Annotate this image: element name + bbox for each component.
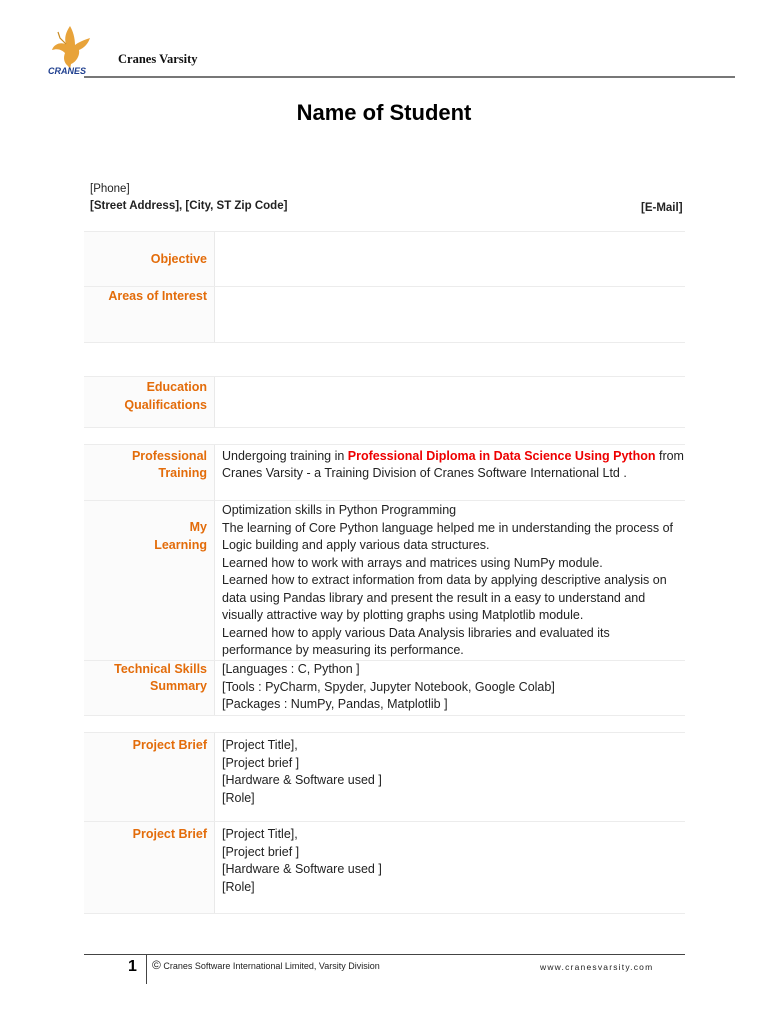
- education-label-line1: Education: [146, 380, 207, 394]
- logo-wordmark: CRANES: [48, 66, 87, 76]
- footer-divider: [84, 954, 685, 955]
- copyright-icon: ©: [152, 958, 161, 972]
- project-line: [Hardware & Software used ]: [222, 773, 382, 787]
- header-divider: [84, 76, 735, 78]
- cranes-logo: [46, 22, 94, 80]
- footer-vertical-divider: [146, 954, 147, 984]
- skills-line: [Tools : PyCharm, Spyder, Jupyter Notebook, Google Colab]: [222, 679, 555, 694]
- professional-training-label-line1: Professional: [131, 449, 207, 463]
- project-line: [Role]: [222, 790, 255, 805]
- skills-line: [Packages : NumPy, Pandas, Matplotlib ]: [222, 697, 448, 711]
- phone-field: [Phone]: [90, 183, 130, 195]
- email-field: [E-Mail]: [641, 202, 683, 214]
- areas-of-interest-label: Areas of Interest: [108, 289, 207, 303]
- training-program-name: Professional Diploma in Data Science Using Python: [347, 449, 656, 463]
- project-line: [Role]: [222, 879, 255, 894]
- website-link[interactable]: www.cranesvarsity.com: [540, 962, 654, 972]
- skills-line: [Languages : C, Python ]: [222, 662, 360, 676]
- row-divider: [84, 821, 685, 822]
- technical-skills-label-line1: Technical Skills: [114, 662, 207, 676]
- project-line: [Project brief ]: [222, 755, 300, 770]
- project-line: [Project Title],: [222, 827, 298, 841]
- learning-line: Learned how to work with arrays and matrices using NumPy module.: [222, 555, 603, 570]
- training-text-suffix: from: [655, 449, 684, 463]
- learning-line: data using Pandas library and present the result in a easy to understand and: [222, 590, 646, 605]
- education-label-line2: Qualifications: [124, 398, 207, 412]
- project-line: [Project brief ]: [222, 844, 300, 859]
- project-brief-label: Project Brief: [132, 738, 207, 752]
- training-text-prefix: Undergoing training in: [222, 449, 348, 463]
- brand-name: Cranes Varsity: [118, 52, 198, 66]
- project-brief-label: Project Brief: [132, 827, 207, 841]
- professional-training-text: [222, 448, 682, 466]
- label-column: [84, 733, 215, 913]
- project-line: [Hardware & Software used ]: [222, 862, 382, 876]
- copyright-text: [152, 958, 380, 972]
- technical-skills-label-line2: Summary: [150, 679, 207, 693]
- learning-line: Learned how to extract information from data by applying descriptive analysis on: [222, 573, 667, 587]
- row-divider: [84, 286, 685, 287]
- page-number: 1: [128, 958, 137, 975]
- learning-line: visually attractive way by plotting graphs using Matplotlib module.: [222, 608, 584, 622]
- education-table: [84, 376, 685, 428]
- row-divider: [84, 500, 685, 501]
- projects-table: [84, 732, 685, 914]
- learning-line: The learning of Core Python language helped me in understanding the process of: [222, 520, 673, 535]
- address-field: [Street Address], [City, ST Zip Code]: [90, 200, 288, 212]
- objective-table: [84, 231, 685, 343]
- my-learning-label-line2: Learning: [154, 538, 207, 552]
- my-learning-label-line1: My: [189, 520, 207, 534]
- professional-training-line2: Cranes Varsity - a Training Division of Cranes Software International Ltd .: [222, 466, 627, 480]
- learning-line: Logic building and apply various data structures.: [222, 538, 490, 552]
- professional-training-label-line2: Training: [158, 466, 207, 480]
- details-table: [84, 444, 685, 716]
- learning-line: performance by measuring its performance.: [222, 643, 464, 657]
- objective-label: Objective: [150, 252, 207, 266]
- label-column: [84, 232, 215, 342]
- learning-line: Optimization skills in Python Programming: [222, 503, 457, 517]
- project-line: [Project Title],: [222, 738, 298, 752]
- learning-line: Learned how to apply various Data Analysis libraries and evaluated its: [222, 625, 610, 640]
- page-title: Name of Student: [296, 100, 472, 125]
- copyright-owner: Cranes Software International Limited, Varsity Division: [160, 961, 380, 971]
